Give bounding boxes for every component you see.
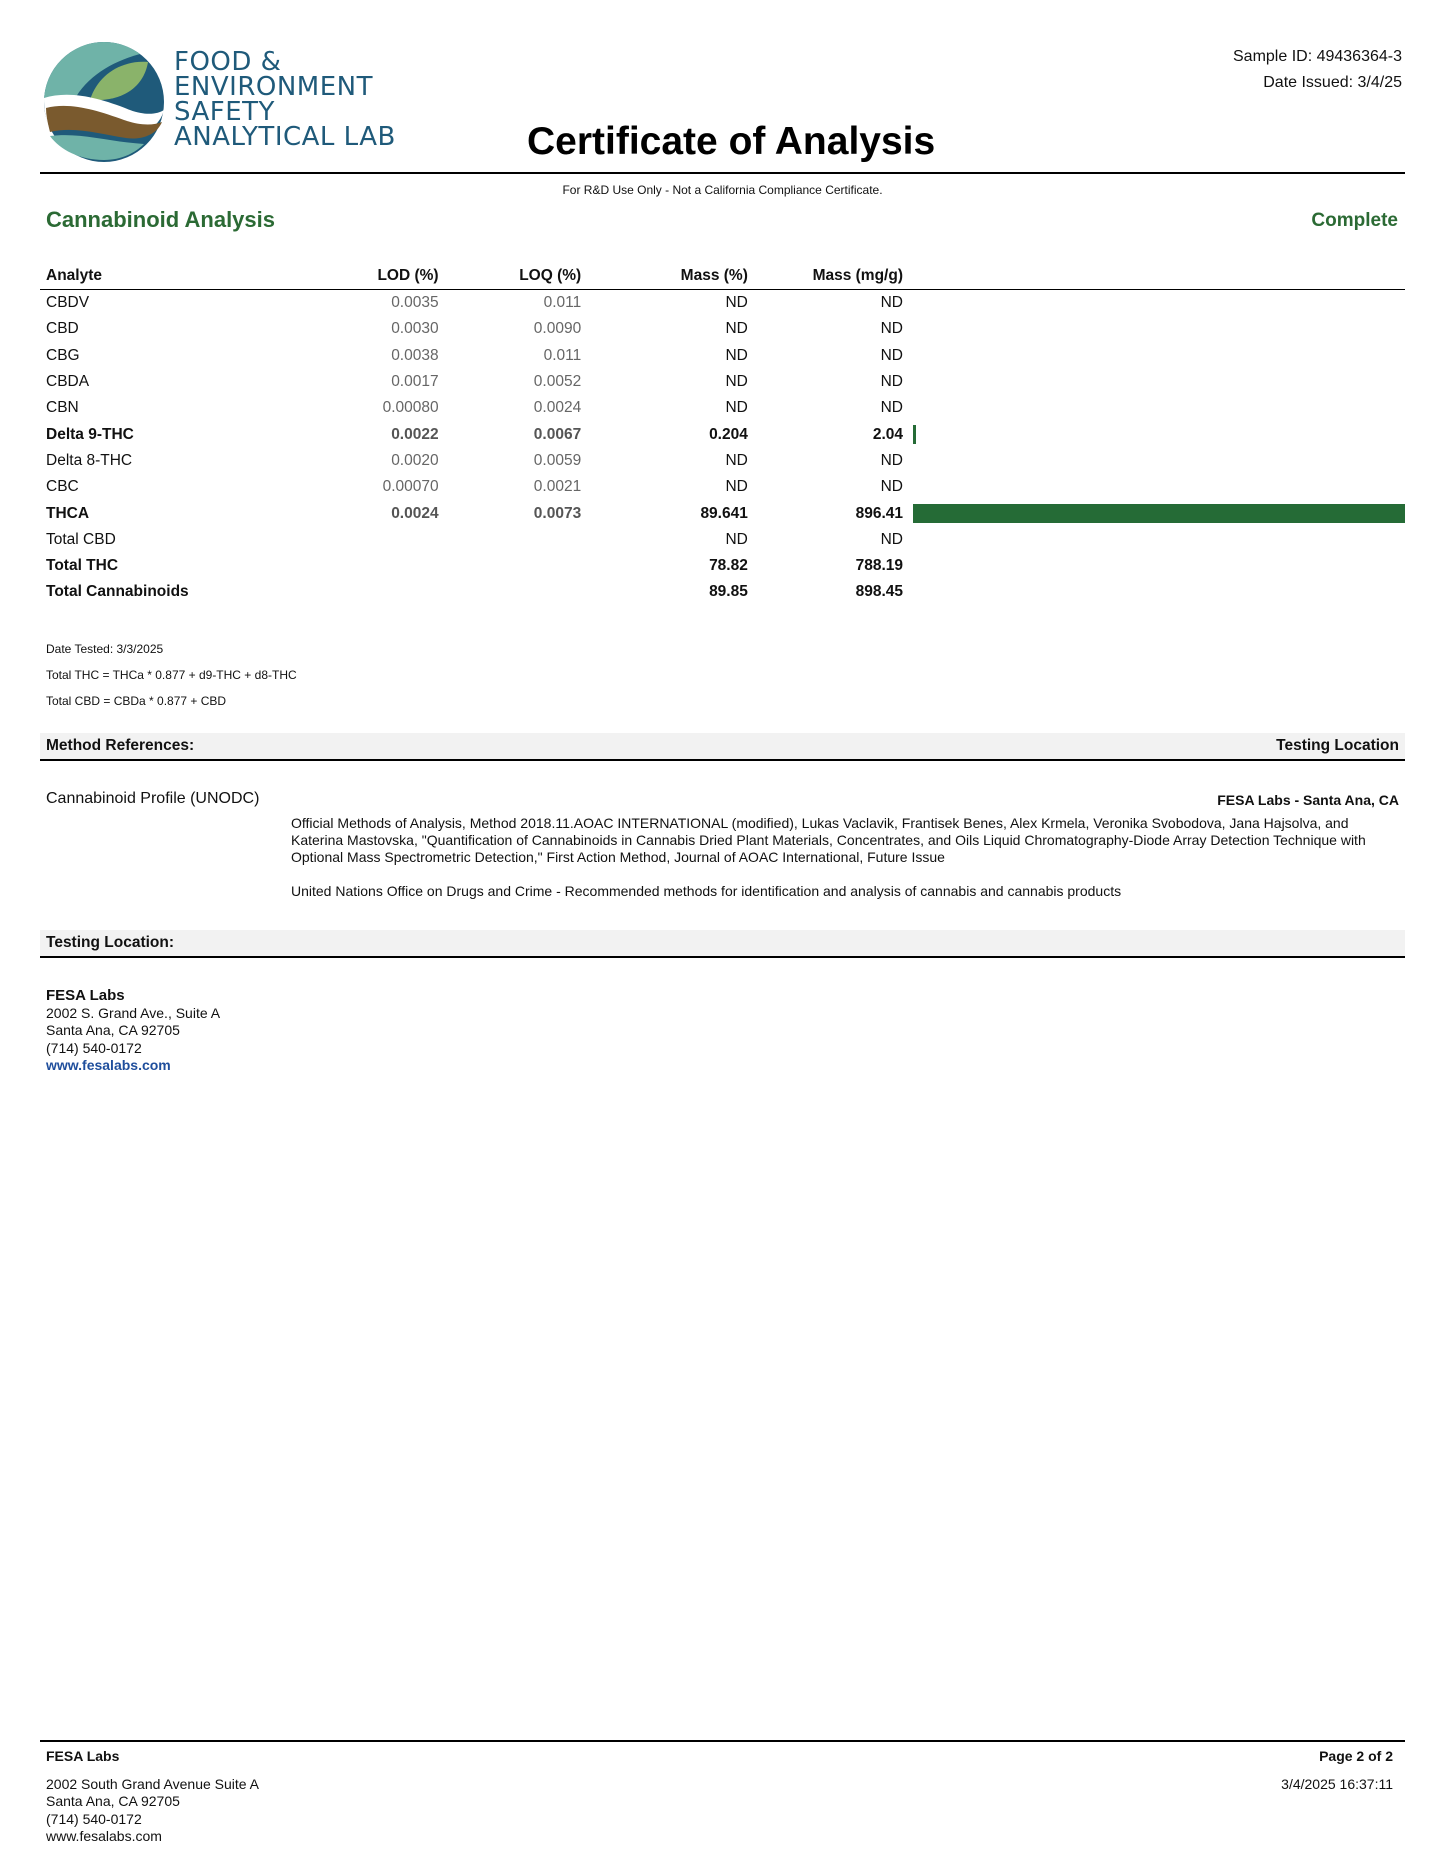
analyte-name: Delta 8-THC: [46, 451, 133, 469]
analyte-row: [40, 500, 1405, 526]
method-reference-text: United Nations Office on Drugs and Crime - Recommended methods for identification and analysis of cannabis and cannabis products: [291, 883, 1122, 899]
mass-bar-cell: [909, 474, 1405, 500]
mass-bar-cell: [909, 316, 1405, 342]
footer-phone: (714) 540-0172: [46, 1810, 142, 1827]
lab-logo-emblem-icon: [40, 40, 168, 164]
mass-percent-value: ND: [725, 373, 748, 391]
lab-name: FESA Labs: [46, 987, 125, 1004]
column-header-bar: [909, 265, 1405, 290]
mass-mg-value: 898.45: [855, 583, 903, 601]
method-location: FESA Labs - Santa Ana, CA: [1217, 792, 1399, 808]
analyte-row: [40, 369, 1405, 395]
lod-value: 0.0030: [391, 320, 439, 338]
analyte-row: [40, 395, 1405, 421]
header-divider: [40, 172, 1405, 174]
logo-line: ANALYTICAL LAB: [174, 122, 396, 152]
method-references-label: Method References:: [46, 737, 195, 754]
mass-percent-value: 89.85: [709, 583, 748, 601]
page-number: Page 2 of 2: [1319, 1748, 1393, 1764]
method-references-header: [40, 733, 1405, 761]
total-thc-formula: Total THC = THCa * 0.877 + d9-THC + d8-THC: [46, 668, 297, 682]
footer-divider: [40, 1740, 1405, 1742]
footer-address-line: Santa Ana, CA 92705: [46, 1793, 180, 1809]
lod-value: 0.0020: [391, 451, 439, 469]
analyte-name: Total THC: [46, 557, 119, 575]
document-title: Certificate of Analysis: [527, 120, 936, 163]
lod-value: 0.0022: [391, 425, 439, 443]
mass-mg-value: ND: [880, 294, 903, 312]
column-header: Analyte: [40, 265, 315, 290]
footer-lab-name: FESA Labs: [46, 1748, 120, 1764]
mass-bar: [913, 504, 1405, 523]
mass-bar-cell: [909, 527, 1405, 553]
lab-logo-wordmark: [174, 47, 396, 152]
column-header: Mass (mg/g): [754, 265, 909, 290]
mass-bar-cell: [909, 500, 1405, 526]
analyte-row: [40, 474, 1405, 500]
table-header-row: [40, 265, 1405, 290]
loq-value: [445, 527, 588, 553]
loq-value: 0.0059: [533, 451, 582, 469]
mass-percent-value: ND: [725, 478, 748, 496]
section-title-cannabinoid-analysis: Cannabinoid Analysis: [46, 207, 276, 232]
analysis-notes: [46, 636, 297, 714]
lod-value: 0.0017: [391, 373, 439, 391]
column-header: Mass (%): [587, 265, 754, 290]
loq-value: [445, 579, 588, 605]
mass-percent-value: ND: [725, 399, 748, 417]
mass-percent-value: 0.204: [709, 425, 748, 443]
mass-mg-value: ND: [880, 320, 903, 338]
sample-meta: [1233, 44, 1402, 96]
footer-page-info: [1281, 1748, 1393, 1793]
loq-value: 0.0052: [533, 373, 582, 391]
mass-percent-value: 78.82: [709, 557, 748, 575]
loq-value: 0.011: [543, 294, 582, 312]
testing-location-address: [46, 987, 220, 1075]
mass-mg-value: ND: [880, 451, 903, 469]
analyte-name: CBN: [46, 399, 79, 417]
mass-mg-value: ND: [880, 530, 903, 548]
mass-mg-value: 2.04: [872, 425, 903, 443]
lod-value: 0.00080: [382, 399, 439, 417]
mass-bar-cell: [909, 290, 1405, 317]
lod-value: [315, 527, 445, 553]
mass-percent-value: ND: [725, 346, 748, 364]
column-header: LOQ (%): [445, 265, 588, 290]
analyte-name: CBD: [46, 320, 79, 338]
loq-value: 0.011: [543, 346, 582, 364]
logo-line: ENVIRONMENT: [174, 72, 374, 102]
method-reference-text: Official Methods of Analysis, Method 2018.11.AOAC INTERNATIONAL (modified), Lukas Vaclavik, Frantisek Benes, Alex Krmela, Veronika Svobodova, Jana Hajsolva, and Katerina Mastovska, "Quantification of Cannabinoids in Cannabis Dried Plant Materials, Concentrates, and Oils Liquid Chromatography-Diode Array Detection Technique with Optional Mass Spectrometric Detection," First Action Method, Journal of AOAC International, Future Issue: [291, 815, 1366, 865]
analyte-name: CBDA: [46, 373, 90, 391]
mass-bar: [913, 425, 916, 444]
mass-mg-value: ND: [880, 346, 903, 364]
mass-percent-value: ND: [725, 451, 748, 469]
loq-value: 0.0024: [533, 399, 582, 417]
analyte-name: CBC: [46, 478, 79, 496]
disclaimer: For R&D Use Only - Not a California Compliance Certificate.: [562, 183, 883, 197]
analyte-name: Total CBD: [46, 530, 116, 548]
analyte-row: [40, 527, 1405, 553]
analyte-name: Delta 9-THC: [46, 425, 134, 443]
loq-value: 0.0090: [533, 320, 582, 338]
date-tested: Date Tested: 3/3/2025: [46, 642, 164, 656]
website-link[interactable]: www.fesalabs.com: [46, 1057, 171, 1073]
logo-line: FOOD &: [174, 47, 282, 77]
mass-percent-value: ND: [725, 320, 748, 338]
analyte-row: [40, 316, 1405, 342]
mass-bar-cell: [909, 369, 1405, 395]
loq-value: 0.0067: [533, 425, 582, 443]
testing-location-heading: Testing Location:: [46, 934, 175, 951]
testing-location-label: Testing Location: [1276, 737, 1399, 754]
table-body: [40, 290, 1405, 606]
loq-value: 0.0021: [533, 478, 582, 496]
mass-percent-value: 89.641: [700, 504, 748, 522]
analyte-row: [40, 290, 1405, 317]
mass-percent-value: ND: [725, 530, 748, 548]
analyte-name: Total Cannabinoids: [46, 583, 189, 601]
total-cbd-formula: Total CBD = CBDa * 0.877 + CBD: [46, 694, 227, 708]
mass-percent-value: ND: [725, 294, 748, 312]
mass-bar-cell: [909, 343, 1405, 369]
column-header: LOD (%): [315, 265, 445, 290]
address-line: 2002 S. Grand Ave., Suite A: [46, 1004, 221, 1021]
address-line: Santa Ana, CA 92705: [46, 1022, 180, 1038]
analyte-row: [40, 579, 1405, 605]
mass-bar-cell: [909, 553, 1405, 579]
mass-mg-value: ND: [880, 399, 903, 417]
footer-address: [46, 1748, 259, 1846]
method-description: [291, 815, 1381, 917]
logo-line: SAFETY: [174, 97, 275, 127]
phone: (714) 540-0172: [46, 1039, 142, 1056]
lod-value: 0.00070: [382, 478, 439, 496]
lab-logo: [40, 40, 396, 170]
mass-mg-value: ND: [880, 373, 903, 391]
analyte-row: [40, 448, 1405, 474]
analyte-name: THCA: [46, 504, 90, 522]
mass-bar-cell: [909, 448, 1405, 474]
analyte-row: [40, 553, 1405, 579]
analyte-name: CBG: [46, 346, 80, 364]
analyte-row: [40, 421, 1405, 447]
sample-id: Sample ID: 49436364-3: [1233, 48, 1402, 65]
mass-mg-value: 788.19: [855, 557, 903, 575]
lod-value: 0.0035: [391, 294, 439, 312]
loq-value: 0.0073: [533, 504, 582, 522]
mass-mg-value: ND: [880, 478, 903, 496]
mass-bar-cell: [909, 395, 1405, 421]
analyte-row: [40, 343, 1405, 369]
mass-mg-value: 896.41: [855, 504, 903, 522]
lod-value: 0.0038: [391, 346, 439, 364]
lod-value: [315, 579, 445, 605]
testing-location-header: [40, 930, 1405, 958]
date-issued: Date Issued: 3/4/25: [1263, 74, 1402, 91]
lod-value: 0.0024: [391, 504, 439, 522]
lod-value: [315, 553, 445, 579]
print-timestamp: 3/4/2025 16:37:11: [1281, 1775, 1393, 1792]
mass-bar-cell: [909, 579, 1405, 605]
method-name: Cannabinoid Profile (UNODC): [46, 790, 260, 807]
footer-address-line: 2002 South Grand Avenue Suite A: [46, 1775, 260, 1792]
cannabinoid-table: [40, 265, 1405, 606]
mass-bar-cell: [909, 421, 1405, 447]
loq-value: [445, 553, 588, 579]
analyte-name: CBDV: [46, 294, 90, 312]
analysis-status: Complete: [1311, 210, 1398, 231]
footer-website: www.fesalabs.com: [46, 1828, 162, 1844]
